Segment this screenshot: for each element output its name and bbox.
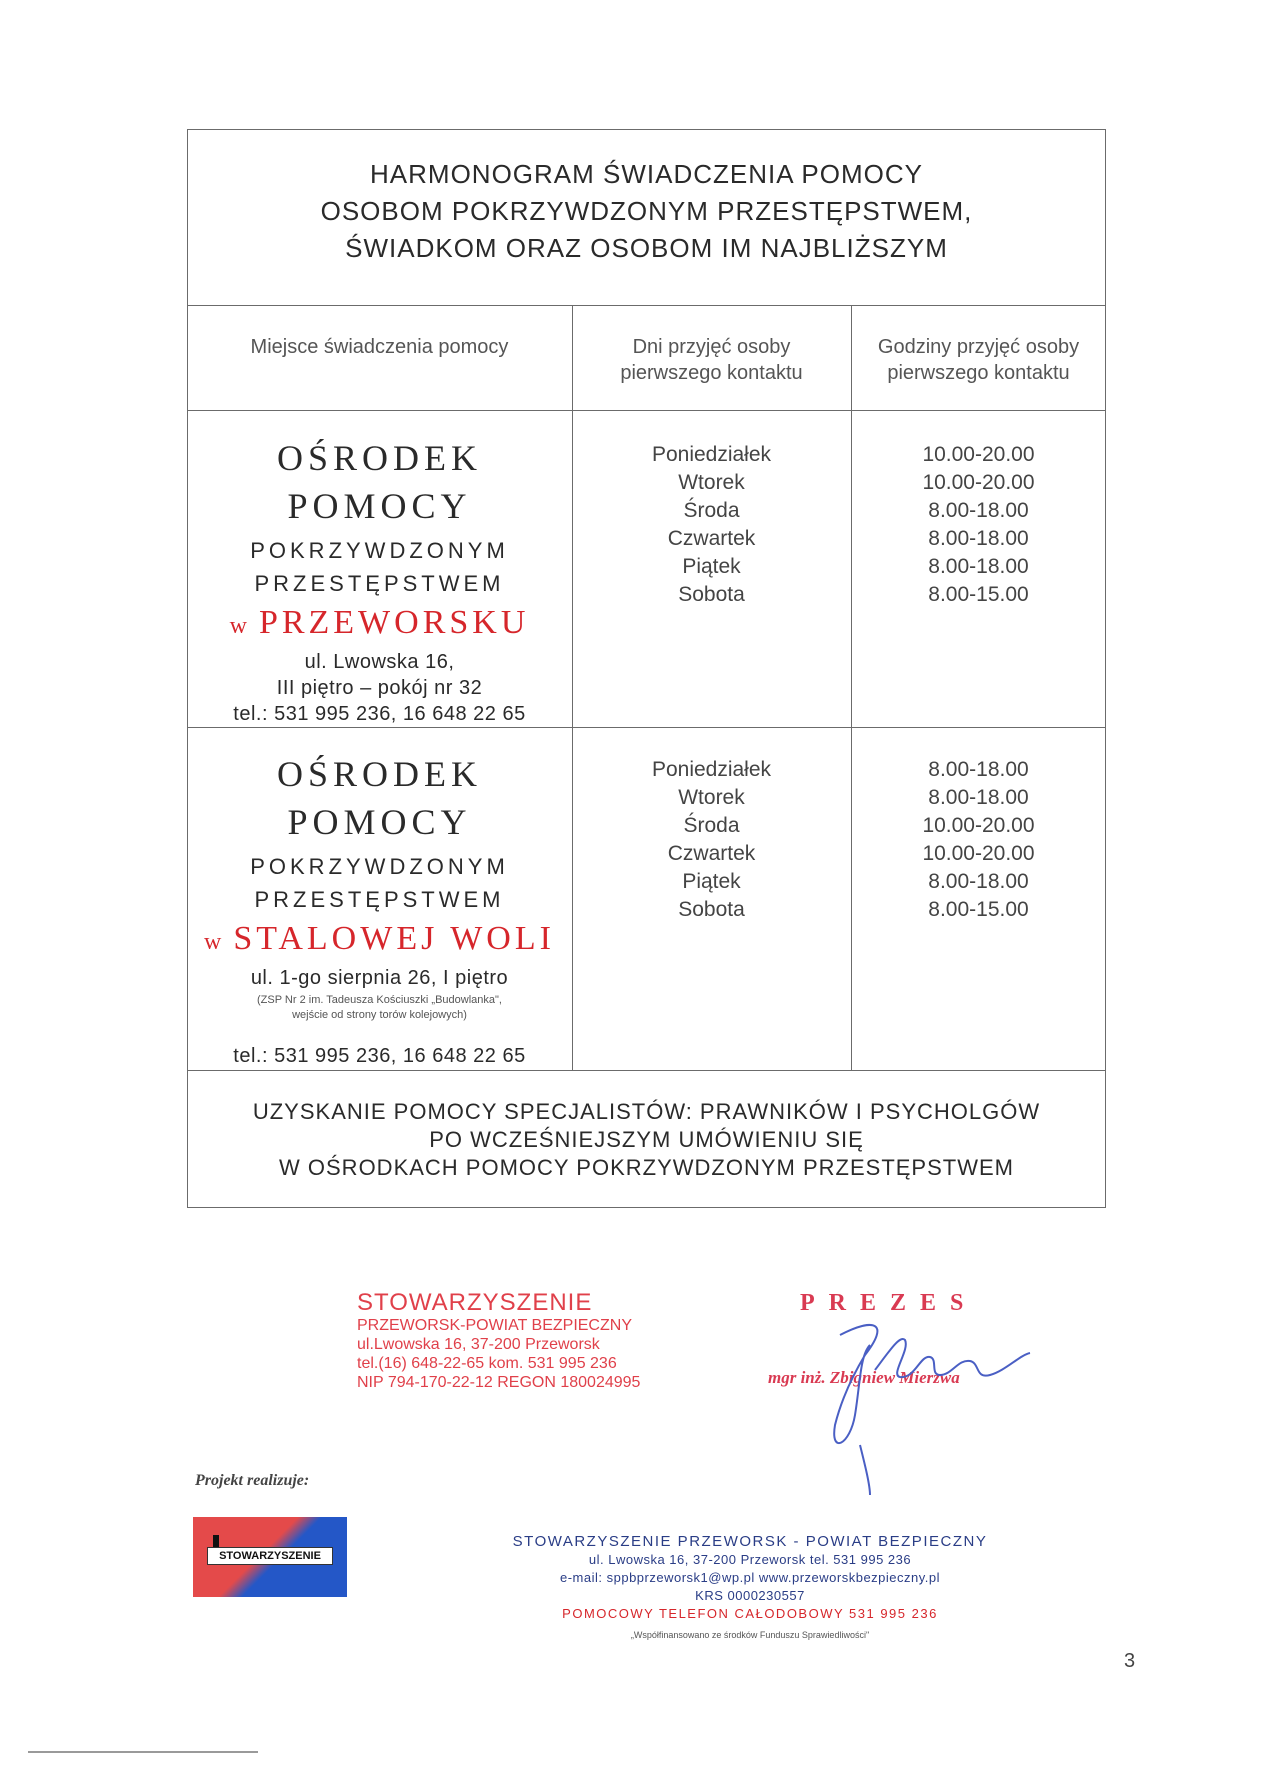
day-item: Poniedziałek bbox=[651, 758, 772, 781]
day-item: Sobota bbox=[678, 583, 745, 606]
bottom-rule bbox=[28, 1751, 258, 1753]
center-name-line: POKRZYWDZONYM bbox=[250, 538, 509, 563]
hours-item: 8.00-18.00 bbox=[928, 499, 1029, 522]
table-divider bbox=[187, 305, 1106, 306]
hours-item: 8.00-15.00 bbox=[928, 583, 1029, 606]
info-line: PO WCZEŚNIEJSZYM UMÓWIENIU SIĘ bbox=[429, 1127, 864, 1152]
hours-item: 10.00-20.00 bbox=[922, 443, 1035, 466]
city-name: STALOWEJ WOLI bbox=[233, 920, 555, 957]
org-line: STOWARZYSZENIE PRZEWORSK - POWIAT BEZPIECZNY bbox=[512, 1533, 988, 1550]
project-label: Projekt realizuje: bbox=[195, 1472, 310, 1489]
org-line: e-mail: sppbprzeworsk1@wp.pl www.przeworskbezpieczny.pl bbox=[559, 1570, 941, 1585]
day-item: Poniedziałek bbox=[651, 443, 772, 466]
hours-item: 8.00-18.00 bbox=[928, 555, 1029, 578]
hours-item: 8.00-18.00 bbox=[928, 758, 1029, 781]
center-name-line: OŚRODEK bbox=[276, 438, 482, 478]
center-name-line: PRZESTĘPSTWEM bbox=[254, 887, 505, 912]
day-item: Środa bbox=[683, 814, 740, 837]
org-line: KRS 0000230557 bbox=[695, 1588, 805, 1603]
president-name: mgr inż. Zbigniew Mierzwa bbox=[768, 1368, 960, 1387]
day-item: Piątek bbox=[682, 555, 741, 578]
hours-item: 10.00-20.00 bbox=[922, 471, 1035, 494]
day-item: Piątek bbox=[682, 870, 741, 893]
center-name-line: POKRZYWDZONYM bbox=[250, 854, 509, 879]
center-note: wejście od strony torów kolejowych) bbox=[292, 1009, 467, 1021]
center-name-line: POMOCY bbox=[287, 802, 472, 842]
center-przeworsk bbox=[187, 434, 572, 727]
center-city-line bbox=[187, 600, 572, 649]
column-header-label: pierwszego kontaktu bbox=[620, 362, 803, 384]
stamp-line: NIP 794-170-22-12 REGON 180024995 bbox=[357, 1374, 641, 1391]
column-header-label: Dni przyjęć osoby bbox=[632, 336, 791, 358]
center-note: (ZSP Nr 2 im. Tadeusza Kościuszki „Budowlanka", bbox=[257, 994, 502, 1006]
column-header-place bbox=[187, 334, 572, 360]
specialists-info bbox=[187, 1098, 1106, 1182]
signature-icon bbox=[780, 1295, 1040, 1495]
day-item: Czwartek bbox=[667, 842, 756, 865]
center-days-list bbox=[572, 756, 851, 924]
table-divider bbox=[187, 727, 1106, 728]
center-address: ul. Lwowska 16, bbox=[304, 651, 455, 673]
cofinance-note: „Współfinansowano ze środków Funduszu Sprawiedliwości" bbox=[630, 1630, 870, 1640]
title-line: HARMONOGRAM ŚWIADCZENIA POMOCY bbox=[370, 159, 923, 189]
president-title: PREZES bbox=[800, 1290, 978, 1316]
page-number: 3 bbox=[1124, 1650, 1136, 1672]
center-name-line: OŚRODEK bbox=[276, 754, 482, 794]
column-header-label: pierwszego kontaktu bbox=[887, 362, 1070, 384]
hours-item: 8.00-15.00 bbox=[928, 898, 1029, 921]
column-header-label: Miejsce świadczenia pomocy bbox=[250, 336, 509, 358]
day-item: Środa bbox=[683, 499, 740, 522]
org-line: POMOCOWY TELEFON CAŁODOBOWY 531 995 236 bbox=[562, 1606, 938, 1621]
hours-item: 8.00-18.00 bbox=[928, 870, 1029, 893]
center-name-line: POMOCY bbox=[287, 486, 472, 526]
center-address: III piętro – pokój nr 32 bbox=[276, 677, 483, 699]
city-prefix: w bbox=[204, 929, 225, 955]
title-line: ŚWIADKOM ORAZ OSOBOM IM NAJBLIŻSZYM bbox=[345, 233, 948, 263]
day-item: Wtorek bbox=[678, 471, 745, 494]
hours-item: 8.00-18.00 bbox=[928, 527, 1029, 550]
schedule-title bbox=[187, 156, 1106, 267]
center-city-line bbox=[187, 916, 572, 965]
stamp-line: tel.(16) 648-22-65 kom. 531 995 236 bbox=[357, 1355, 617, 1372]
hours-item: 8.00-18.00 bbox=[928, 786, 1029, 809]
organization-info bbox=[470, 1533, 1030, 1623]
table-divider bbox=[851, 305, 852, 1070]
table-divider bbox=[187, 1070, 1106, 1071]
hours-item: 10.00-20.00 bbox=[922, 814, 1035, 837]
center-hours-list bbox=[851, 441, 1106, 609]
center-phone: tel.: 531 995 236, 16 648 22 65 bbox=[233, 1045, 526, 1067]
column-header-days bbox=[572, 334, 851, 386]
logo-text: STOWARZYSZENIE bbox=[207, 1547, 333, 1565]
city-prefix: w bbox=[229, 613, 250, 639]
center-phone: tel.: 531 995 236, 16 648 22 65 bbox=[233, 703, 526, 725]
title-line: OSOBOM POKRZYWDZONYM PRZESTĘPSTWEM, bbox=[320, 196, 973, 226]
day-item: Czwartek bbox=[667, 527, 756, 550]
center-name-line: PRZESTĘPSTWEM bbox=[254, 571, 505, 596]
center-hours-list bbox=[851, 756, 1106, 924]
center-address: ul. 1-go sierpnia 26, I piętro bbox=[250, 967, 509, 989]
table-divider bbox=[572, 305, 573, 1070]
day-item: Wtorek bbox=[678, 786, 745, 809]
info-line: W OŚRODKACH POMOCY POKRZYWDZONYM PRZESTĘPSTWEM bbox=[279, 1155, 1014, 1180]
hours-item: 10.00-20.00 bbox=[922, 842, 1035, 865]
city-name: PRZEWORSKU bbox=[258, 604, 530, 641]
stamp-line: STOWARZYSZENIE bbox=[357, 1289, 593, 1316]
association-logo bbox=[193, 1517, 347, 1597]
info-line: UZYSKANIE POMOCY SPECJALISTÓW: PRAWNIKÓW I PSYCHOLGÓW bbox=[252, 1099, 1041, 1124]
center-days-list bbox=[572, 441, 851, 609]
day-item: Sobota bbox=[678, 898, 745, 921]
stamp-line: ul.Lwowska 16, 37-200 Przeworsk bbox=[357, 1336, 600, 1353]
stamp-line: PRZEWORSK-POWIAT BEZPIECZNY bbox=[357, 1317, 632, 1334]
org-line: ul. Lwowska 16, 37-200 Przeworsk tel. 531 995 236 bbox=[588, 1552, 912, 1567]
association-stamp bbox=[357, 1290, 657, 1392]
table-divider bbox=[187, 410, 1106, 411]
column-header-hours bbox=[851, 334, 1106, 386]
logo-figure-icon bbox=[213, 1535, 219, 1547]
center-stalowa-wola bbox=[187, 750, 572, 1069]
column-header-label: Godziny przyjęć osoby bbox=[877, 336, 1080, 358]
